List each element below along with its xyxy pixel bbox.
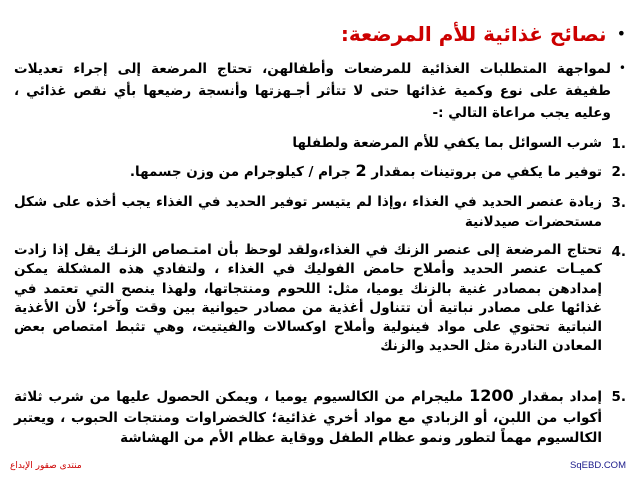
intro-text: لمواجهة المتطلبات الغذائية للمرضعات وأطفالهن، تحتاج المرضعة إلى إجراء تعديلات طفيفة على نوع وكمية غذائها حتى لا تتأثر أجـهزتها وأنسجة رضيعها بأي نقص غذائي ، وعليه يجب مراعاة التالي :- [14,61,611,121]
title-bullet: • [616,24,626,43]
item-number: .3 [611,195,626,211]
item-text: شرب السوائل بما يكفي للأم المرضعة ولطفلها [292,135,602,151]
page-title: نصائح غذائية للأم المرضعة: [340,22,607,46]
item-text-part-b: مليجرام من الكالسيوم يوميا ، ويمكن الحصول عليها من شرب ثلاثة أكواب من اللبن، أو الزبادي مع مواد أخري غذائية؛ كالخضراوات ومنتجات الحبوب ، ويعتبر الكالسيوم مهماً لتطور ونمو عظام الطفل ووقاية عظام الأم من الهشاشة [14,389,602,446]
footer-site-link[interactable]: SqEBD.COM [570,460,626,471]
item-number: .5 [611,389,626,405]
item-number: .1 [611,136,626,152]
item-text [14,386,602,449]
item-text: زيادة عنصر الحديد في الغذاء ،وإذا لم يتيسر توفير الحديد في الغذاء يجب أخذه على شكل مستحضرات صيدلانية [14,194,602,230]
item-text-part-a: توفير ما يكفي من بروتينات بمقدار [371,164,602,180]
list-item-5 [14,386,626,449]
list-item-4 [14,241,626,357]
title-row [12,22,626,46]
calcium-amount: 1200 [469,386,514,405]
intro-bullet: • [618,61,626,75]
item-text-part-b: جرام / كيلوجرام من وزن جسمها. [129,164,351,180]
item-text-part-a: إمداد بمقدار [519,389,603,405]
intro-paragraph [14,58,626,124]
protein-amount: 2 [355,161,367,180]
item-text: تحتاج المرضعة إلى عنصر الزنك في الغذاء،ولقد لوحظ بأن امتـصاص الزنـك يقل إذا زادت كميـات عنصر الحديد وأملاح حامض الفوليك في الغذاء ، ولتفادي هذه المشكلة يمكن إمدادهن بمصادر غنية بالزنك يوميا، مثل: اللحوم ومنتجاتها، ولهذا ينصح التي تعتمد في غذائها على مصادر نباتية أن تتناول أغذية من مصادر حيوانية بين وقت وآخر؛ لأن الأغذية النباتية تحتوي على مواد فينولية وأملاح اوكسالات والفيتيت، وهي تثبط امتصاص بعض المعادن النادرة مثل الحديد والزنك [14,242,602,355]
item-number: .4 [611,244,626,260]
list-item-2 [14,161,626,183]
item-text [14,161,602,183]
footer-forum-name: منتدى صقور الإبداع [10,460,82,471]
list-item-3 [14,192,626,232]
list-item-1 [14,133,626,155]
footer [10,460,626,471]
item-number: .2 [611,164,626,180]
